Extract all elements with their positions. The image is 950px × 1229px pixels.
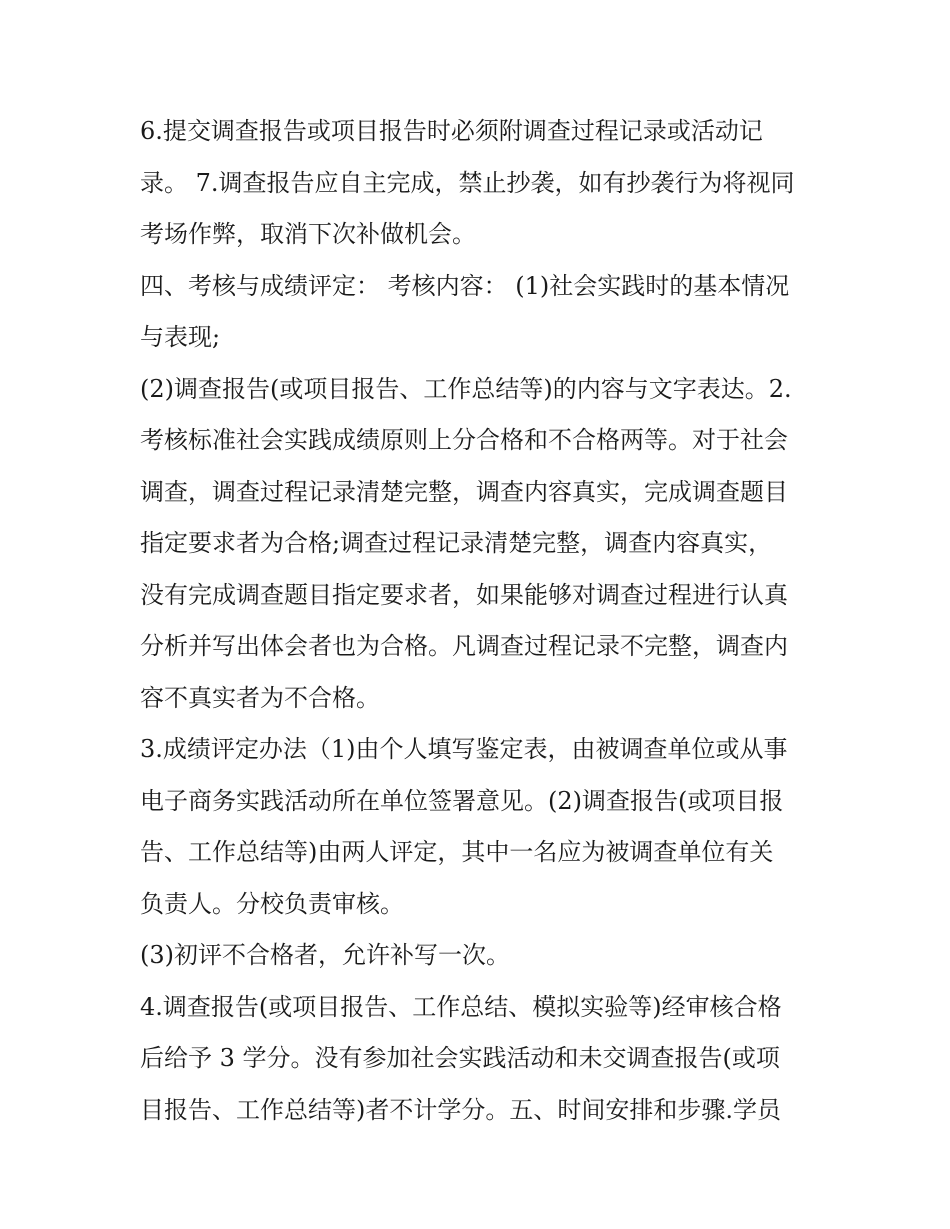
text-line: 负责人。分校负责审核。 [140,889,404,918]
text-line: 四、考核与成绩评定： 考核内容： (1)社会实践时的基本情况 [140,271,790,300]
text-line: (3)初评不合格者，允许补写一次。 [140,941,510,969]
text-line: 3.成绩评定办法（1)由个人填写鉴定表，由被调查单位或从事 [140,735,788,763]
text-line: 容不真实者为不合格。 [140,683,380,712]
text-line: 4.调查报告(或项目报告、工作总结、模拟实验等)经审核合格 [140,992,782,1021]
text-line: 调查，调查过程记录清楚完整，调查内容真实，完成调查题目 [140,477,788,506]
text-line: 6.提交调查报告或项目报告时必须附调查过程记录或活动记 [140,117,763,145]
text-line: 指定要求者为合格;调查过程记录清楚完整，调查内容真实， [140,529,773,557]
text-line: 分析并写出体会者也为合格。凡调查过程记录不完整，调查内 [140,632,788,660]
text-line: 录。 7.调查报告应自主完成，禁止抄袭，如有抄袭行为将视同 [140,168,795,197]
text-line: (2)调查报告(或项目报告、工作总结等)的内容与文字表达。2. [140,374,792,403]
text-line: 目报告、工作总结等)者不计学分。五、时间安排和步骤.学员 [140,1095,781,1124]
text-line: 与表现; [140,323,221,351]
text-line: 没有完成调查题目指定要求者，如果能够对调查过程进行认真 [140,580,788,609]
text-line: 后给予 3 学分。没有参加社会实践活动和未交调查报告(或项 [140,1044,780,1072]
text-line: 考场作弊，取消下次补做机会。 [140,220,476,248]
text-line: 告、工作总结等)由两人评定，其中一名应为被调查单位有关 [140,838,774,866]
document-body [140,106,820,1136]
text-line: 考核标准社会实践成绩原则上分合格和不合格两等。对于社会 [140,426,788,454]
text-line: 电子商务实践活动所在单位签署意见。(2)调查报告(或项目报 [140,786,784,815]
